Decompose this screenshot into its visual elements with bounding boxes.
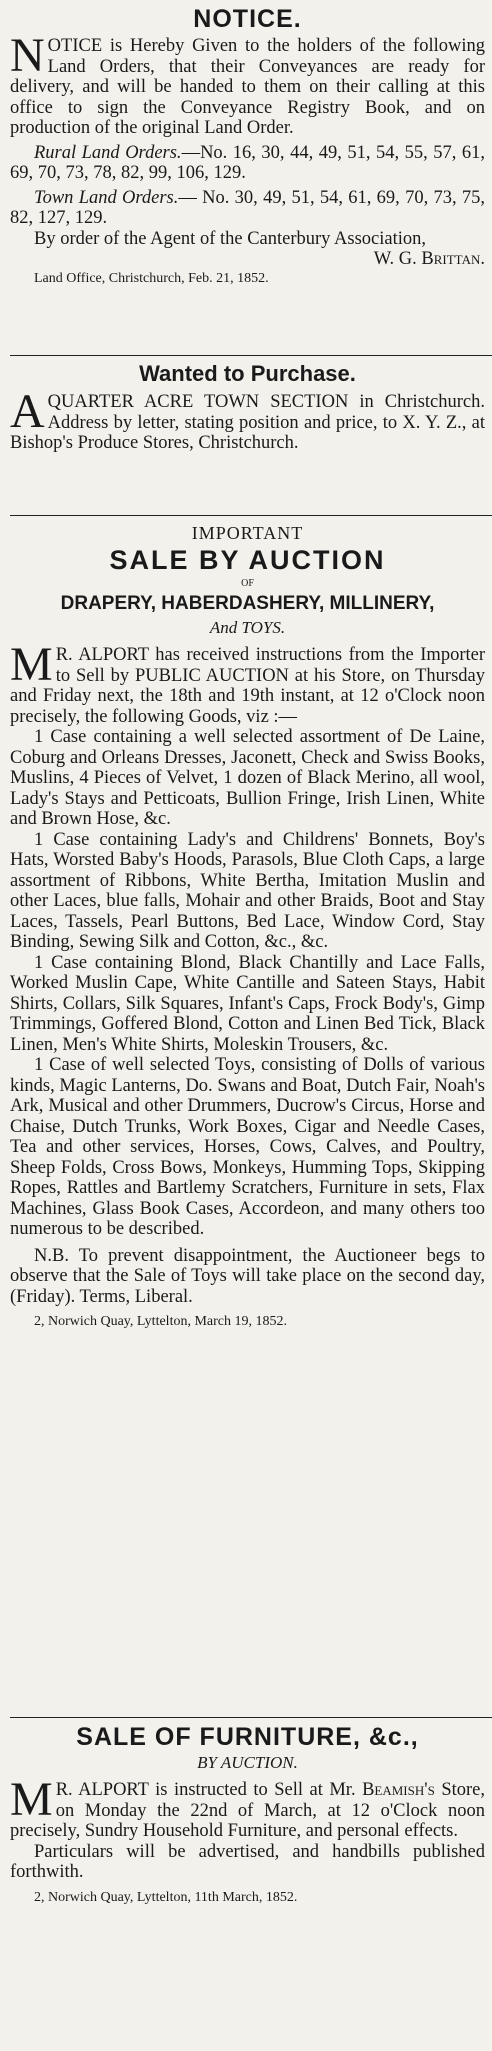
wanted-advert <box>10 360 485 454</box>
auction-furniture-advert <box>10 1722 485 1907</box>
case-4: 1 Case of well selected Toys, consisting of Dolls of various kinds, Magic Lanterns, Do. Swans and Boat, Dutch Fair, Noah's Ark, Musical and other Drummers, Ducrow's Circus, Horse and Chaise, Dutch Trunks, Work Boxes, Cigar and Needle Cases, Tea and other services, Horses, Cows, Calves, and Poultry, Sheep Folds, Cross Bows, Monkeys, Humming Tops, Skipping Ropes, Rattles and Bartlemy Scratchers, Furniture in sets, Flax Machines, Glass Book Cases, Accordeon, and many others too numerous to be described. <box>10 1055 485 1239</box>
town-list: — No. 30, 49, 51, 54, 61, 69, 70, 73, 75, 82, 127, 129. <box>10 187 485 228</box>
divider <box>10 515 492 516</box>
auction-drapery-advert <box>10 522 485 1331</box>
notice-title: NOTICE. <box>193 5 302 33</box>
furniture-particulars: Particulars will be advertised, and handbills published forthwith. <box>10 1841 485 1882</box>
wanted-text: QUARTER ACRE TOWN SECTION in Christchurch. Address by letter, stating position and price, to X. Y. Z., at Bishop's Produce Stores, Christchurch. <box>10 392 485 453</box>
furniture-footer: 2, Norwich Quay, Lyttelton, 11th March, 1852. <box>34 1889 298 1905</box>
wanted-dropcap: A <box>10 385 45 438</box>
divider <box>10 355 492 356</box>
wanted-body <box>10 385 485 454</box>
furniture-text-b: Store, on Monday the 22nd of March, at 12 o'Clock noon precisely, Sundry Household Furniture, and personal effects. <box>10 1780 485 1841</box>
auction-title: SALE BY AUCTION <box>109 545 386 575</box>
notice-body <box>10 29 485 288</box>
furniture-body <box>10 1773 485 1907</box>
town-label: Town Land Orders. <box>34 187 179 208</box>
furniture-text-a: R. ALPORT is instructed to Sell at Mr. <box>55 1780 363 1800</box>
case-1: 1 Case containing a well selected assortment of De Laine, Coburg and Orleans Dresses, Jaconett, Check and Swiss Books, Muslins, 4 Pieces of Velvet, 1 dozen of Black Merino, all wool, Lady's Stays and Petticoats, Bullion Fringe, Irish Linen, White and Brown Hose, &c. <box>10 727 485 829</box>
notice-signature: W. G. Brittan. <box>373 249 485 269</box>
rural-list: —No. 16, 30, 44, 49, 51, 54, 55, 57, 61, 69, 70, 73, 78, 82, 99, 106, 129. <box>10 142 485 183</box>
auction-nb: N.B. To prevent disappointment, the Auctioneer begs to observe that the Sale of Toys will take place on the second day, (Friday). Terms, Liberal. <box>10 1245 485 1307</box>
case-3: 1 Case containing Blond, Black Chantilly and Lace Falls, Worked Muslin Cape, White Cantille and Sateen Stays, Habit Shirts, Collars, Silk Squares, Infant's Caps, Frock Body's, Gimp Trimmings, Goffered Blond, Cotton and Linen Bed Tick, Black Linen, Men's White Shirts, Moleskin Trousers, &c. <box>10 952 485 1055</box>
divider <box>10 1717 492 1718</box>
furniture-dropcap: M <box>10 1773 53 1826</box>
rural-label: Rural Land Orders. <box>34 142 182 163</box>
auction-subtitle: DRAPERY, HABERDASHERY, MILLINERY, <box>60 593 435 614</box>
beamish-name: Beamish's <box>362 1780 435 1800</box>
furniture-title: SALE OF FURNITURE, &c., <box>76 1723 419 1751</box>
notice-text: OTICE is Hereby Given to the holders of the following Land Orders, that their Conveyances are ready for delivery, and will be handed to them on their calling at this office to sign the Conveyance Registry Book, and on production of the original Land Order. <box>10 36 485 138</box>
auction-pre-title: IMPORTANT <box>191 523 304 543</box>
auction-footer: 2, Norwich Quay, Lyttelton, March 19, 1852. <box>34 1314 287 1329</box>
case-2: 1 Case containing Lady's and Childrens' Bonnets, Boy's Hats, Worsted Baby's Hoods, Parasols, Blue Cloth Caps, a large assortment of Ribbons, White Bertha, Imitation Muslin and other Laces, blue falls, Mohair and other Braids, Boot and Stay Laces, Tassels, Pearl Buttons, Bed Lace, Window Cord, Stay Binding, Sewing Silk and Cotton, &c., &c. <box>10 829 485 952</box>
auction-of: OF <box>241 578 254 589</box>
auction-intro: R. ALPORT has received instructions from the Importer to Sell by PUBLIC AUCTION at his Store, on Thursday and Friday next, the 18th and 19th instant, at 12 o'Clock noon precisely, the following Goods, viz :— <box>10 645 485 727</box>
furniture-subtitle: BY AUCTION. <box>197 1753 298 1772</box>
auction-and-toys: And TOYS. <box>209 618 286 637</box>
auction-body <box>10 638 485 1331</box>
auction-dropcap: M <box>10 638 53 691</box>
wanted-title: Wanted to Purchase. <box>139 361 356 386</box>
order-line: By order of the Agent of the Canterbury Association, <box>34 228 427 249</box>
notice-footer: Land Office, Christchurch, Feb. 21, 1852. <box>34 270 269 286</box>
notice-dropcap: N <box>10 29 45 82</box>
notice-advert <box>10 4 485 288</box>
